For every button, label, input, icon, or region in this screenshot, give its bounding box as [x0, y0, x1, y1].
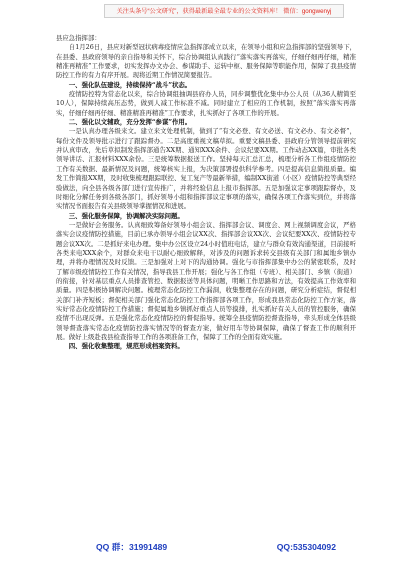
section-3-paragraph: 一是做好会务服务。认真细致筹备好领导小组会议、指挥部会议、调度会、网上视频调度会议，严格落实会议疫情防控措施，目前已承办领导小组会议XX次、指挥部会议XX次、会议纪要XX次、疫情防控专题会议XX次。二是抓好来电办理。集中办公区设立24小时值班电话，建立与群众有效沟通渠道，目前接听各类来电XXX余个，对群众来电干以耐心细致解释，对涉及的问题诉求转交县级有关部门和属地乡镇办理，并将办理情况及时反馈。三是加强对上对下的沟通协调。强化与市指挥部集中办公的紧密联系，及时了解市级疫情防控工作有关情况，指导我县工作开展；强化与各工作组（专班）、相关部门、乡镇（街道）的衔接，针对基层重点人员排查管控、数据报送等具体问题，明晰工作思路和方法，有效提高工作效率和质量。四是积极协调解决问题。梳理常态化防控工作漏洞，收集整理存在的问题，研究分析症结，督促相关部门补齐短板；督促相关部门强化常态化防控工作指挥部各项工作，形成我县常态化防控工作方案，落实好常态化疫情防控工作措施；督促属地乡镇抓好重点人员等摸排，扎实抓好有关人员的管控服务，确保疫情不出现反弹。五是强化常态化疫情防控的督促指导。统筹全县疫情防控督查指导，牵头形成全体县级领导督查落实常态化疫情防控落实情况等的督查方案，做好用车等协调保障，确保了督查工作的顺利开展。做好上级赴我县检查指导工作的各项准备工作，保障了工作的全面有效实施。 — [56, 220, 356, 341]
document-body — [56, 34, 356, 534]
section-heading-4: 四、强化收集整理，规范形成档案资料。 — [68, 342, 184, 351]
intro-paragraph: 自1月26日，县应对新型冠状病毒疫情应急指挥部成立以来，在领导小组和应急指挥部的坚强领导下，在县委、县政府领导的亲自指导和关怀下，综合协调组认真践行“落实落实再落实，仔细仔细再仔细，精准精准再精准”工作要求，切实发挥办文办会、参谋助手、运转中枢、服务保障等职能作用，保障了我县疫情防控工作的有力有序开展。现将近期工作情况简要报告。 — [56, 43, 356, 80]
qq-number-label: QQ:535304092 — [276, 542, 336, 552]
section-heading-1: 一、强化队伍建设，持续保持“战斗”状态。 — [68, 80, 192, 89]
section-2-paragraph: 一是认真办理各级来文。建立来文处理机制，做到了“有文必登、有文必送、有文必办、有文必督”，每份文件及领导批示进行了跟踪督办。二是高度重视文稿草拟。重要文稿县委、县政府分管领导提前研究并认真审改，先后草拟制发指挥部通告XX期、通知XXX余件、会议纪要XX期。工作动态XX篇，审批各类领导讲话、汇报材料XXX余份。三是统筹数据报送工作。坚持每天汇总汇总，梳理分析各工作组疫情防控工作有关数据、最新情况及问题，统筹核实上报，为决策部署提供科学参考。四是提高信息简报质量。编发工作简报XX期，及时收集梳理跟踪联控、复工复产等最新举措，编制XX街道（小区）疫情防控等典型经验做法，向全县各级各部门进行宣传推广，并将经验信息上报市指挥部。五是加强议定事项跟踪督办，及时细化分解任务到各级各部门，抓好领导小组和指挥部议定事项的落实，确保各项工作落实到位，并将落实情况书面报告有关县级领导掌握情况和进展。 — [56, 127, 356, 211]
qq-group-label: QQ 群：31991489 — [96, 542, 168, 552]
section-heading-2: 二、强化以文辅政，充分发挥“参谋”作用。 — [68, 118, 192, 127]
top-banner — [104, 4, 344, 18]
salutation: 县应急指挥部： — [56, 34, 101, 42]
section-1-paragraph: 疫情防控特为常态化以来，综合协调组抽调县府办人员，同步调整优化集中办公人员（从36人精简至10人），保障持续高压态势，做到人减工作标准不减。同时建立了相应的工作机制，按照“落实落实再落实，仔细仔细再仔细、精准精准再精准”工作要求，扎实抓好了各项工作的开展。 — [56, 90, 356, 117]
footer-contact — [96, 540, 336, 554]
banner-text: 关注头条号“公文研究”，获得最新最全最专业的公文资料库！ 微信：gongwenyj — [116, 8, 332, 15]
section-heading-3: 三、强化服务保障，协调解决实际问题。 — [68, 211, 184, 220]
